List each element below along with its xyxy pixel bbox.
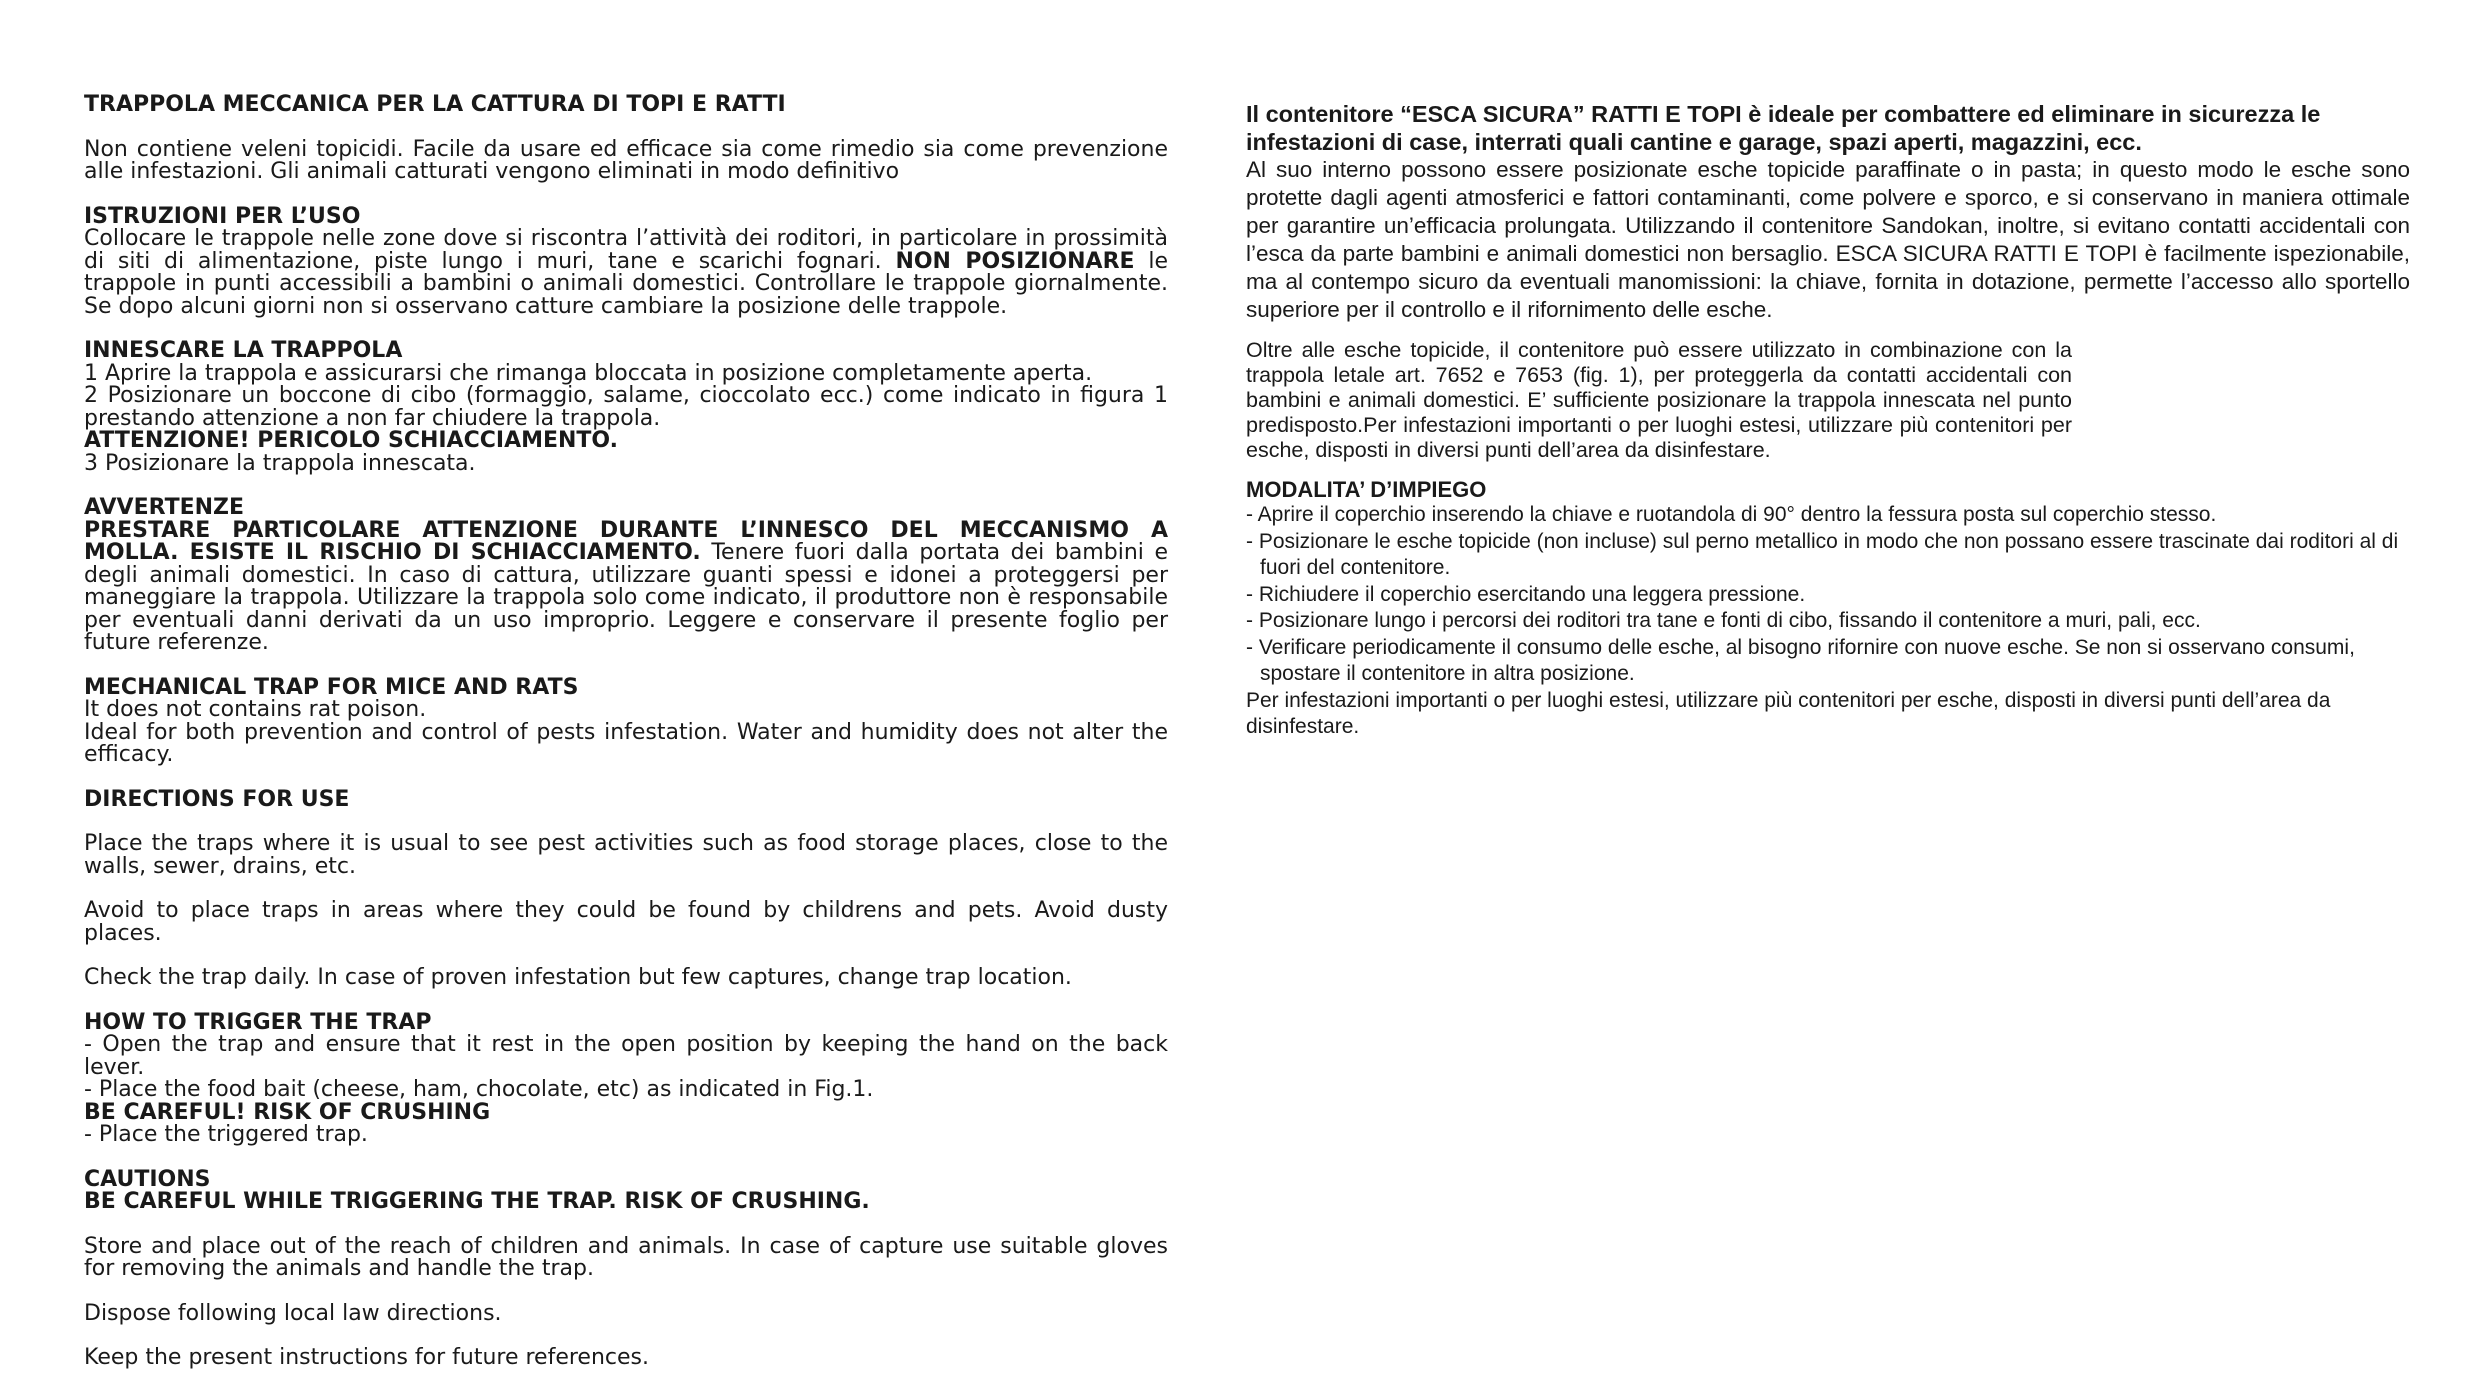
italian-intro-block	[84, 136, 1168, 184]
innescare-step-2: 2 Posizionare un boccone di cibo (formaggio, salame, cioccolato ecc.) come indicato in figura 1 prestando attenzione a non far chiudere la trappola.	[84, 383, 1168, 431]
cautions-heading: CAUTIONS	[84, 1166, 211, 1192]
italian-title: TRAPPOLA MECCANICA PER LA CATTURA DI TOPI E RATTI	[84, 92, 786, 117]
trigger-heading: HOW TO TRIGGER THE TRAP	[84, 1009, 432, 1035]
avvertenze-bold: PRESTARE PARTICOLARE ATTENZIONE DURANTE L’INNESCO DEL MECCANISMO A MOLLA. ESISTE IL RISCHIO DI SCHIACCIAMENTO.	[84, 517, 1168, 565]
cautions-line-2: Dispose following local law directions.	[84, 1300, 502, 1326]
innescare-heading: INNESCARE LA TRAPPOLA	[84, 338, 403, 363]
italian-intro: Non contiene veleni topicidi. Facile da usare ed efficace sia come rimedio sia come prevenzione alle infestazioni. Gli animali catturati vengono eliminati in modo definitivo	[84, 136, 1168, 184]
istruzioni-text-after: le trappole in punti accessibili a bambini o animali domestici. Controllare le trappole giornalmente. Se dopo alcuni giorni non si osservano catture cambiare la posizione delle trappole.	[84, 248, 1168, 319]
directions-line-2: Avoid to place traps in areas where they could be found by childrens and pets. Avoid dusty places.	[84, 898, 1168, 946]
avvertenze-body: Tenere fuori dalla portata dei bambini e degli animali domestici. In caso di cattura, utilizzare guanti spessi e idonei a proteggersi per maneggiare la trappola. Utilizzare la trappola solo come indicato, il produttore non è responsabile per eventuali danni derivati da un uso improprio. Leggere e conservare il presente foglio per future referenze.	[84, 540, 1168, 655]
istruzioni-heading: ISTRUZIONI PER L’USO	[84, 203, 361, 229]
cautions-line-1: Store and place out of the reach of children and animals. In case of capture use suitable gloves for removing the animals and handle the trap.	[84, 1233, 1168, 1281]
container-lead: Il contenitore “ESCA SICURA” RATTI E TOPI è ideale per combattere ed eliminare in sicurezza le infestazioni di case, interrati quali cantine e garage, spazi aperti, magazzini, ecc.	[1246, 101, 2321, 155]
directions-section	[84, 786, 1168, 990]
innescare-section	[84, 340, 1168, 475]
trigger-line-3: - Place the triggered trap.	[84, 1122, 368, 1147]
modalita-closing: Per infestazioni importanti o per luoghi estesi, utilizzare più contenitori per esche, disposti in diversi punti dell’area da disinfestare.	[1246, 688, 2331, 738]
english-intro-1: It does not contains rat poison.	[84, 697, 427, 722]
english-intro-2: Ideal for both prevention and control of pests infestation. Water and humidity does not alter the efficacy.	[84, 719, 1168, 767]
left-column	[84, 94, 1168, 1392]
avvertenze-heading: AVVERTENZE	[84, 495, 244, 520]
modalita-step: - Posizionare le esche topicide (non incluse) sul perno metallico in modo che non possano essere trascinate dai roditori al di fuori del contenitore.	[1246, 529, 2399, 579]
istruzioni-section	[84, 203, 1168, 319]
istruzioni-text	[84, 228, 1168, 318]
innescare-step-3: 3 Posizionare la trappola innescata.	[84, 450, 476, 476]
innescare-warning: ATTENZIONE! PERICOLO SCHIACCIAMENTO.	[84, 428, 619, 453]
trigger-line-2: - Place the food bait (cheese, ham, chocolate, etc) as indicated in Fig.1.	[84, 1077, 874, 1102]
avvertenze-text	[84, 517, 1168, 655]
modalita-heading: MODALITA’ D’IMPIEGO	[1246, 477, 1487, 502]
modalita-step: - Posizionare lungo i percorsi dei roditori tra tane e fonti di cibo, fissando il contenitore a muri, pali, ecc.	[1246, 609, 2201, 632]
cautions-section	[84, 1166, 1168, 1370]
right-column	[1246, 100, 2410, 741]
english-title: MECHANICAL TRAP FOR MICE AND RATS	[84, 674, 579, 700]
cautions-line-3: Keep the present instructions for future references.	[84, 1345, 649, 1370]
cautions-bold: BE CAREFUL WHILE TRIGGERING THE TRAP. RISK OF CRUSHING.	[84, 1189, 870, 1214]
modalita-step: - Richiudere il coperchio esercitando una leggera pressione.	[1246, 582, 1806, 606]
istruzioni-text-before: Collocare le trappole nelle zone dove si riscontra l’attività dei roditori, in particolare in prossimità di siti di alimentazione, piste lungo i muri, tane e scarichi fognari.	[84, 226, 1168, 274]
directions-line-3: Check the trap daily. In case of proven infestation but few captures, change trap location.	[84, 965, 1072, 990]
avvertenze-section	[84, 497, 1168, 655]
modalita-step: - Aprire il coperchio inserendo la chiave e ruotandola di 90° dentro la fessura posta sul coperchio stesso.	[1246, 503, 2217, 526]
istruzioni-bold: NON POSIZIONARE	[895, 248, 1135, 274]
trigger-warning: BE CAREFUL! RISK OF CRUSHING	[84, 1099, 491, 1125]
directions-line-1: Place the traps where it is usual to see pest activities such as food storage places, close to the walls, sewer, drains, etc.	[84, 831, 1168, 879]
modalita-steps	[1246, 502, 2410, 688]
modalita-step: - Verificare periodicamente il consumo delle esche, al bisogno rifornire con nuove esche. Se non si osservano consumi, spostare il contenitore in altra posizione.	[1246, 635, 2355, 685]
trigger-section	[84, 1009, 1168, 1147]
container-combination-text: Oltre alle esche topicide, il contenitore può essere utilizzato in combinazione con la trappola letale art. 7652 e 7653 (fig. 1), per proteggerla da contatti accidentali con bambini e animali domestici. E’ sufficiente posizionare la trappola innescata nel punto predisposto.Per infestazioni importanti o per luoghi estesi, utilizzare più contenitori per esche, disposti in diversi punti dell’area da disinfestare.	[1246, 338, 2072, 462]
trigger-line-1: - Open the trap and ensure that it rest in the open position by keeping the hand on the back lever.	[84, 1032, 1168, 1080]
innescare-step-1: 1 Aprire la trappola e assicurarsi che rimanga bloccata in posizione completamente aperta.	[84, 360, 1093, 386]
directions-heading: DIRECTIONS FOR USE	[84, 786, 350, 812]
container-intro: Al suo interno possono essere posizionate esche topicide paraffinate o in pasta; in questo modo le esche sono protette dagli agenti atmosferici e fattori contaminanti, come polvere e sporco, e si conservano in maniera ottimale per garantire un’efficacia prolungata. Utilizzando il contenitore Sandokan, inoltre, si evitano contatti accidentali con l’esca da parte bambini e animali domestici non bersaglio. ESCA SICURA RATTI E TOPI è facilmente ispezionabile, ma al contempo sicuro da eventuali manomissioni: la chiave, fornita in dotazione, permette l’accesso allo sportello superiore per il controllo e il rifornimento delle esche.	[1246, 157, 2410, 322]
english-intro-section	[84, 674, 1168, 767]
